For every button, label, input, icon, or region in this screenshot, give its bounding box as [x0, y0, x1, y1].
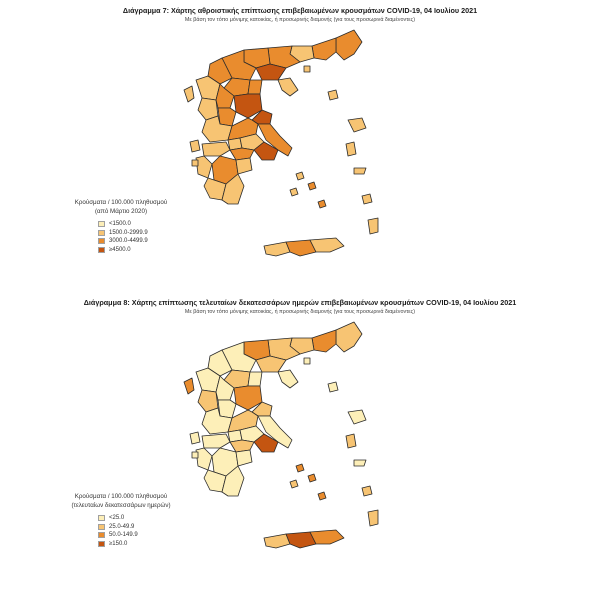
map-subtitle: Με βάση τον τόπο μόνιμης κατοικίας, ή προσωρινής διαμονής (για τους προσωρινά διαμένοντες) — [184, 17, 416, 23]
region-crete-e — [310, 238, 344, 252]
legend-label: 1500.0-2999.9 — [109, 229, 148, 236]
region-lemnos — [328, 382, 338, 392]
region-cyclades-2 — [308, 474, 316, 482]
region-achaia — [202, 434, 230, 448]
legend-swatch — [98, 541, 105, 547]
region-cyclades-3 — [290, 188, 298, 196]
legend-item — [98, 237, 176, 246]
legend-label: 3000.0-4499.9 — [109, 238, 148, 245]
map-title: Διάγραμμα 7: Χάρτης αθροιστικής επίπτωσης επιβεβαιωμένων κρουσμάτων COVID-19, 04 Ιουλίου 2021 — [122, 6, 478, 15]
region-corfu — [184, 86, 194, 102]
region-rhodes — [368, 510, 378, 526]
region-cyclades-2 — [308, 182, 316, 190]
region-crete-e — [310, 530, 344, 544]
region-crete-w — [264, 242, 290, 256]
legend-item — [98, 531, 176, 540]
region-corfu — [184, 378, 194, 394]
region-karditsa — [218, 400, 236, 418]
region-thrace-east — [336, 322, 362, 352]
region-thasos — [304, 358, 310, 364]
legend-label: <1500.0 — [109, 221, 131, 228]
legend-subtitle: (από Μάρτιο 2020) — [94, 208, 148, 215]
region-argolida — [236, 450, 252, 466]
legend-item — [98, 220, 176, 229]
region-dodecanese-1 — [362, 486, 372, 496]
legend-swatch — [98, 247, 105, 253]
region-cyclades-3 — [290, 480, 298, 488]
map-title: Διάγραμμα 8: Χάρτης επίπτωσης τελευταίων δεκατεσσάρων ημερών επιβεβαιωμένων κρουσμάτων COVID-19, 04 Ιουλίου 2021 — [83, 298, 517, 307]
map-panel-cumulative — [0, 0, 600, 290]
region-kefalonia — [190, 140, 200, 152]
region-rhodes — [368, 218, 378, 234]
greece-choropleth-map — [140, 316, 380, 566]
region-zakynthos — [192, 160, 198, 166]
region-cyclades-1 — [296, 172, 304, 180]
region-dodecanese-1 — [362, 194, 372, 204]
legend-swatch — [98, 515, 105, 521]
legend-swatch — [98, 532, 105, 538]
legend-label: ≥4500.0 — [109, 246, 131, 253]
region-chios — [346, 434, 356, 448]
region-kefalonia — [190, 432, 200, 444]
region-pieria — [248, 372, 262, 386]
region-lesvos — [348, 410, 366, 424]
region-argolida — [236, 158, 252, 174]
region-ilia — [196, 156, 212, 178]
region-lesvos — [348, 118, 366, 132]
legend-label: 50.0-149.9 — [109, 532, 138, 539]
legend-title: Κρούσματα / 100.000 πληθυσμού — [74, 199, 168, 206]
legend-item — [98, 229, 176, 238]
map-panel-14-days — [0, 292, 600, 592]
legend-title: Κρούσματα / 100.000 πληθυσμού — [74, 493, 168, 500]
region-thrace-east — [336, 30, 362, 60]
legend-label: ≥150.0 — [109, 540, 128, 547]
region-karditsa — [218, 108, 236, 126]
legend-subtitle: (τελευταίων δεκατεσσάρων ημερών) — [71, 502, 171, 509]
region-lemnos — [328, 90, 338, 100]
region-pieria — [248, 80, 262, 94]
legend-item — [98, 540, 176, 549]
region-ilia — [196, 448, 212, 470]
region-thrace-mid — [312, 330, 336, 352]
map-legend — [66, 198, 176, 254]
map-subtitle: Με βάση τον τόπο μόνιμης κατοικίας, ή προσωρινής διαμονής (για τους προσωρινά διαμένοντες) — [184, 309, 416, 315]
region-samos — [354, 168, 366, 174]
legend-label: 25.0-49.9 — [109, 523, 135, 530]
legend-label: <25.0 — [109, 515, 125, 522]
region-crete-w — [264, 534, 290, 548]
greece-choropleth-map — [140, 24, 380, 274]
region-thrace-mid — [312, 38, 336, 60]
legend-swatch — [98, 230, 105, 236]
region-zakynthos — [192, 452, 198, 458]
legend-swatch — [98, 524, 105, 530]
region-thasos — [304, 66, 310, 72]
region-cyclades-4 — [318, 492, 326, 500]
region-cyclades-4 — [318, 200, 326, 208]
region-cyclades-1 — [296, 464, 304, 472]
legend-item — [98, 514, 176, 523]
region-chalkidiki — [278, 78, 298, 96]
legend-item — [98, 523, 176, 532]
region-achaia — [202, 142, 230, 156]
region-chalkidiki — [278, 370, 298, 388]
region-chios — [346, 142, 356, 156]
legend-swatch — [98, 238, 105, 244]
legend-swatch — [98, 221, 105, 227]
map-legend — [66, 492, 176, 548]
region-samos — [354, 460, 366, 466]
legend-item — [98, 246, 176, 255]
